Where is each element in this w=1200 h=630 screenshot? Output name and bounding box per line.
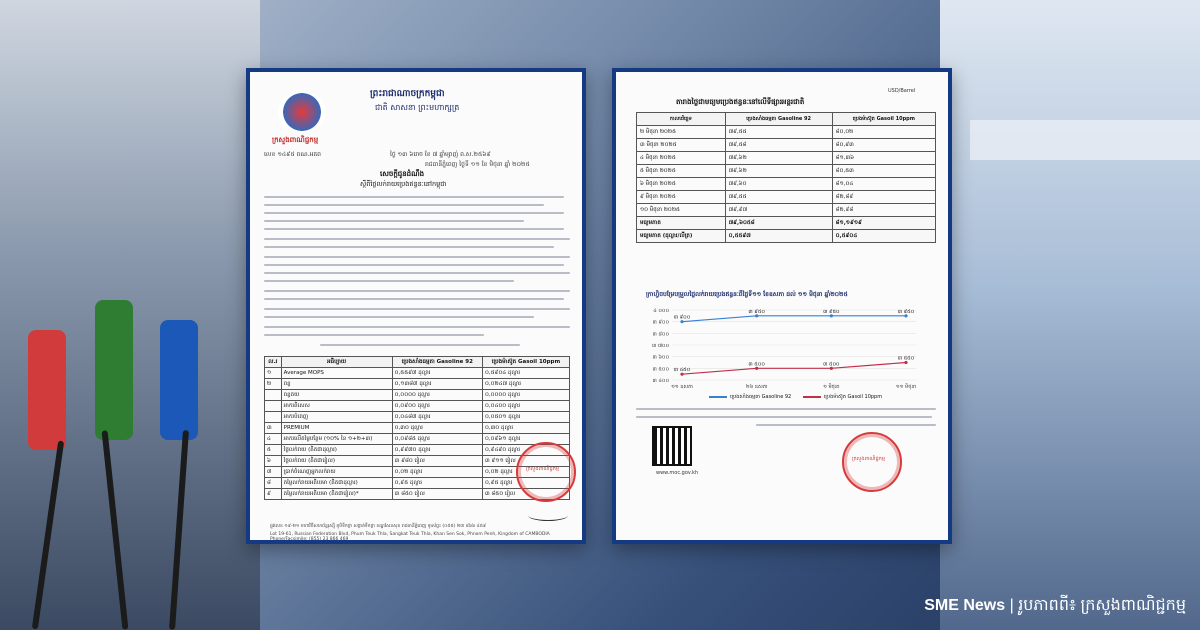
qr-code — [652, 426, 692, 466]
header-motto: ជាតិ សាសនា ព្រះមហាក្សត្រ — [375, 103, 460, 112]
table-cell: ៧ — [265, 467, 282, 478]
table-row — [265, 390, 570, 401]
table-cell: ១ — [265, 368, 282, 379]
legend-gasoline: ប្រេងសាំងធម្មតា Gasoline 92 — [730, 394, 792, 400]
table-cell: ៧៩,៦២ — [725, 152, 832, 165]
table-cell: អាករបំពេញ — [281, 412, 392, 423]
credit-text: រូបភាពពី៖ ក្រសួងពាណិជ្ជកម្ម — [1018, 597, 1186, 614]
table-header: កាលបរិច្ឆេទ — [637, 113, 726, 126]
table-header: ប្រេងសាំងធម្មតា Gasoline 92 — [725, 113, 832, 126]
table-row — [637, 165, 936, 178]
table-cell: អាករលើតម្លៃបន្ថែម (១០% នៃ ១+២+៣) — [281, 434, 392, 445]
body-text-line — [636, 408, 936, 410]
official-seal — [842, 432, 902, 492]
table-cell: ពន្ធ — [281, 379, 392, 390]
table-cell: ៧៩,៥៥ — [725, 191, 832, 204]
table-cell: តម្លៃលក់រាយអតិបរមា (គិតជារៀល)* — [281, 489, 392, 500]
ministry-logo — [278, 92, 326, 132]
green-nozzle — [95, 300, 133, 440]
table-cell: ០,៩៤៩០ ដុល្លារ — [482, 445, 569, 456]
table-cell: ៩ មិថុនា ២០២៥ — [637, 191, 726, 204]
table-cell: ៨២,៨៩ — [832, 191, 935, 204]
solar-date: រាជធានីភ្នំពេញ ថ្ងៃទី ១១ ខែ មិថុនា ឆ្នាំ ២០២៥ — [425, 161, 530, 168]
table-cell: ០,៩៥ ដុល្លារ — [392, 478, 482, 489]
table-title: តារាងថ្លៃជាមធ្យមប្រេងឥន្ធនៈនៅលើទីផ្សារអន្តរជាតិ — [676, 98, 805, 106]
table-cell: ៨១,៣៦ — [832, 152, 935, 165]
table-cell: ០,៩៩៧០ ដុល្លារ — [392, 445, 482, 456]
table-cell: Average MOPS — [281, 368, 392, 379]
data-label: ៣ ៥០០ — [748, 361, 765, 368]
brand-name: SME News — [924, 597, 1006, 614]
table-cell: មធ្យមភាគ — [637, 217, 726, 230]
table-cell: ០,៥៩០៤ ដុល្លារ — [482, 368, 569, 379]
official-seal — [516, 442, 576, 502]
station-canopy — [970, 120, 1200, 160]
photo-credit — [924, 594, 1186, 618]
table-row — [265, 434, 570, 445]
body-text-line — [264, 298, 564, 300]
reference-number: លេខ ១៤៩៥ ពណ.អគព — [264, 151, 321, 158]
table-row — [265, 412, 570, 423]
y-tick-label: ៣ ៩០០ — [652, 319, 669, 326]
table-cell: ៣ ៩៨០ រៀល — [392, 456, 482, 467]
data-label: ៣ ៥៥០ — [897, 355, 915, 362]
table-cell: ០,០៤០០ ដុល្លារ — [482, 401, 569, 412]
table-row — [265, 423, 570, 434]
blue-nozzle — [160, 320, 198, 440]
table-cell: ០,០៤៨៧ ដុល្លារ — [392, 412, 482, 423]
table-header-row — [637, 113, 936, 126]
body-text-line — [264, 212, 564, 214]
table-cell: ៨១,១៩១៩ — [832, 217, 935, 230]
red-nozzle — [28, 330, 66, 450]
signature — [528, 510, 568, 521]
table-cell: ០,០០០០ ដុល្លារ — [482, 390, 569, 401]
y-tick-label: ៣ ៨០០ — [652, 331, 669, 338]
body-text-line — [264, 220, 524, 222]
table-cell: PREMIUM — [281, 423, 392, 434]
table-row — [265, 368, 570, 379]
table-cell: ៧៩,៦០៥៨ — [725, 217, 832, 230]
table-cell: ថ្លៃលក់រាយ (គិតជារៀល) — [281, 456, 392, 467]
x-tick-label: ១១ មិថុនា — [895, 384, 917, 390]
table-cell: ០,៥៥៩៧ ដុល្លារ — [392, 368, 482, 379]
table-header: អធិប្បាយ — [281, 357, 392, 368]
table-cell — [265, 412, 282, 423]
table-cell: ២ — [265, 379, 282, 390]
table-cell: ៧៩,៦២ — [725, 165, 832, 178]
notice-document — [246, 68, 586, 544]
data-label: ៣ ៩៥០ — [748, 308, 765, 315]
table-row — [637, 178, 936, 191]
table-row — [637, 139, 936, 152]
notice-title: សេចក្តីជូនដំណឹង — [380, 170, 425, 178]
table-cell: ០,០៩៦១ ដុល្លារ — [482, 434, 569, 445]
x-tick-label: ១ មិថុនា — [823, 384, 840, 390]
y-tick-label: ៣ ៥០០ — [652, 366, 669, 373]
seal-text: ក្រសួងពាណិជ្ជកម្ម — [852, 456, 885, 462]
table-row — [637, 152, 936, 165]
table-cell: ២ មិថុនា ២០២៥ — [637, 126, 726, 139]
body-text-line — [264, 316, 534, 318]
table-cell: ៨ — [265, 478, 282, 489]
table-cell: អាករពិសេស — [281, 401, 392, 412]
body-text-line — [264, 246, 554, 248]
table-row — [637, 230, 936, 243]
series-line — [682, 316, 906, 322]
body-text-line — [636, 416, 932, 418]
body-text-line — [264, 204, 544, 206]
table-cell — [265, 401, 282, 412]
y-tick-label: ៣ ៤០០ — [652, 378, 669, 384]
body-text-line — [264, 308, 570, 310]
header-kingdom: ព្រះរាជាណាចក្រកម្ពុជា — [370, 89, 445, 99]
table-cell: ០,០៥០១ ដុល្លារ — [482, 412, 569, 423]
background-station — [940, 0, 1200, 630]
data-label: ៣ ៩៥០ — [823, 308, 840, 315]
price-line-chart — [636, 302, 926, 392]
table-cell: ៣ ៨៥០ រៀល — [482, 489, 569, 500]
table-cell: ៨០,៥៣ — [832, 165, 935, 178]
table-cell: ៤ — [265, 434, 282, 445]
table-cell: ០,០៩៨៥ ដុល្លារ — [392, 434, 482, 445]
table-header-row — [265, 357, 570, 368]
table-cell: ៧៩,៩៧ — [725, 204, 832, 217]
table-cell: តម្លៃលក់រាយអតិបរមា (គិតជាដុល្លារ) — [281, 478, 392, 489]
x-tick-label: ១១ ឧសភា — [671, 384, 693, 390]
table-cell: ៧៩,៥៨ — [725, 139, 832, 152]
table-cell: ៣ ៩១១ រៀល — [482, 456, 569, 467]
table-row — [637, 126, 936, 139]
table-cell: ៥ មិថុនា ២០២៥ — [637, 165, 726, 178]
y-tick-label: ៣ ៧០០ — [651, 343, 669, 349]
table-cell: ០,០២ ដុល្លារ — [392, 467, 482, 478]
body-text-line — [264, 280, 514, 282]
table-row — [265, 401, 570, 412]
table-row — [265, 379, 570, 390]
table-cell: ១០ មិថុនា ២០២៥ — [637, 204, 726, 217]
body-text-line — [264, 334, 484, 336]
notice-subtitle: ស្តីពីថ្លៃលក់រាយប្រេងឥន្ធនៈនៅកម្ពុជា — [360, 180, 447, 188]
unit-label: USD/Barrel — [888, 88, 916, 94]
table-cell: ០,៥៥៩៧ — [725, 230, 832, 243]
legend-diesel: ប្រេងម៉ាស៊ូត Gasoil 10ppm — [823, 394, 883, 400]
table-cell: ៨១,០៤ — [832, 178, 935, 191]
table-cell: ថ្លៃលក់រាយ (គិតជាដុល្លារ) — [281, 445, 392, 456]
ministry-name: ក្រសួងពាណិជ្ជកម្ម — [272, 136, 319, 144]
table-header: ប្រេងសាំងធម្មតា Gasoline 92 — [392, 357, 482, 368]
table-cell: ០,៩៥ ដុល្លារ — [482, 478, 569, 489]
table-cell: ០,០៩០០ ដុល្លារ — [392, 401, 482, 412]
qr-caption: www.moc.gov.kh — [656, 470, 699, 476]
table-row — [637, 204, 936, 217]
mops-price-table — [636, 112, 936, 243]
table-cell: ៧៩,៥៥ — [725, 126, 832, 139]
table-cell: ០,៥៩០៤ — [832, 230, 935, 243]
y-tick-label: ៤ ០០០ — [653, 308, 669, 314]
table-cell: ៨២,៩៨ — [832, 204, 935, 217]
footer-address-km: ផ្លូវលេខ ១៩-២១ មហាវិថីសហព័ន្ធរុស្ស៊ី ភូមិទឹកថ្លា សង្កាត់ទឹកថ្លា ខណ្ឌសែនសុខ រាជធានីភ្នំពេញ ទូរស័ព្ទ៖ (០៥៥) ២៣ ៨៦៦ ៤៥៩ — [270, 524, 487, 529]
body-text-line — [264, 196, 564, 198]
data-label: ៣ ៩៥០ — [897, 308, 915, 315]
body-text-line — [264, 238, 570, 240]
table-cell: ០,០២ ដុល្លារ — [482, 467, 569, 478]
price-chart-document — [612, 68, 952, 544]
chart-title: ក្រាហ្វិចបម្រែបម្រួលថ្លៃលក់រាយប្រេងឥន្ធនៈពីថ្ងៃទី១១ ខែឧសភា ដល់ ១១ មិថុនា ឆ្នាំ២០២៥ — [646, 291, 848, 298]
x-tick-label: ២៦ ឧសភា — [745, 384, 768, 390]
table-cell: ៦ — [265, 456, 282, 467]
table-cell: ៤ មិថុនា ២០២៥ — [637, 152, 726, 165]
body-text-line — [264, 326, 570, 328]
table-cell: ៣ — [265, 423, 282, 434]
body-text-line — [756, 424, 936, 426]
legend-swatch-diesel — [803, 396, 821, 398]
body-text-line — [320, 344, 520, 346]
table-header: ប្រេងម៉ាស៊ូត Gasoil 10ppm — [482, 357, 569, 368]
table-cell: ពន្ធគយ — [281, 390, 392, 401]
body-text-line — [264, 272, 570, 274]
table-cell: ០,០០០០ ដុល្លារ — [392, 390, 482, 401]
table-cell: ប្រាក់ចំណេញអ្នកលក់រាយ — [281, 467, 392, 478]
table-cell — [265, 390, 282, 401]
data-label: ៣ ៥០០ — [823, 361, 840, 368]
chart-legend — [706, 394, 882, 401]
body-text-line — [264, 228, 564, 230]
lunar-date: ថ្ងៃ ១៣ ៦រោច ខែ ៧ ឆ្នាំម្សាញ់ ព.ស.២៥៦៩ — [390, 151, 491, 158]
table-cell: ៧៩,៦០ — [725, 178, 832, 191]
table-row — [637, 191, 936, 204]
table-cell: ៨០,៩៣ — [832, 139, 935, 152]
table-cell: ៦ មិថុនា ២០២៥ — [637, 178, 726, 191]
table-cell: ០,០២៤៧ ដុល្លារ — [482, 379, 569, 390]
table-cell: ៨០,០២ — [832, 126, 935, 139]
table-cell: ៣ មិថុនា ២០២៥ — [637, 139, 726, 152]
footer-address-en: Lot 19-61, Russian Federation Blvd, Phum Teuk Thla, Sangkat Teuk Thla, Khan Sen Sok, Phnom Penh, Kingdom of CAMBODIA Phone/Facsimile: (855) 23 866 469 — [270, 532, 550, 542]
table-cell: មធ្យមភាគ (ដុល្លារ/លីត្រ) — [637, 230, 726, 243]
credit-separator: | — [1009, 597, 1014, 614]
table-cell: ០,១៣៨៧ ដុល្លារ — [392, 379, 482, 390]
legend-swatch-gasoline — [709, 396, 727, 398]
table-row — [637, 217, 936, 230]
table-cell: ៩ — [265, 489, 282, 500]
y-tick-label: ៣ ៦០០ — [652, 354, 669, 361]
table-cell: ៣ ៨៥០ រៀល — [392, 489, 482, 500]
table-cell: ៥ — [265, 445, 282, 456]
seal-text: ក្រសួងពាណិជ្ជកម្ម — [526, 466, 559, 472]
body-text-line — [264, 264, 564, 266]
table-cell: ០,៣០ ដុល្លារ — [482, 423, 569, 434]
body-text-line — [264, 290, 570, 292]
table-header: ល.រ — [265, 357, 282, 368]
table-cell: ០,៣០ ដុល្លារ — [392, 423, 482, 434]
table-header: ប្រេងម៉ាស៊ូត Gasoil 10ppm — [832, 113, 935, 126]
body-text-line — [264, 256, 570, 258]
data-label: ៣ ៤៥០ — [673, 367, 691, 374]
data-label: ៣ ៩០០ — [673, 314, 691, 321]
